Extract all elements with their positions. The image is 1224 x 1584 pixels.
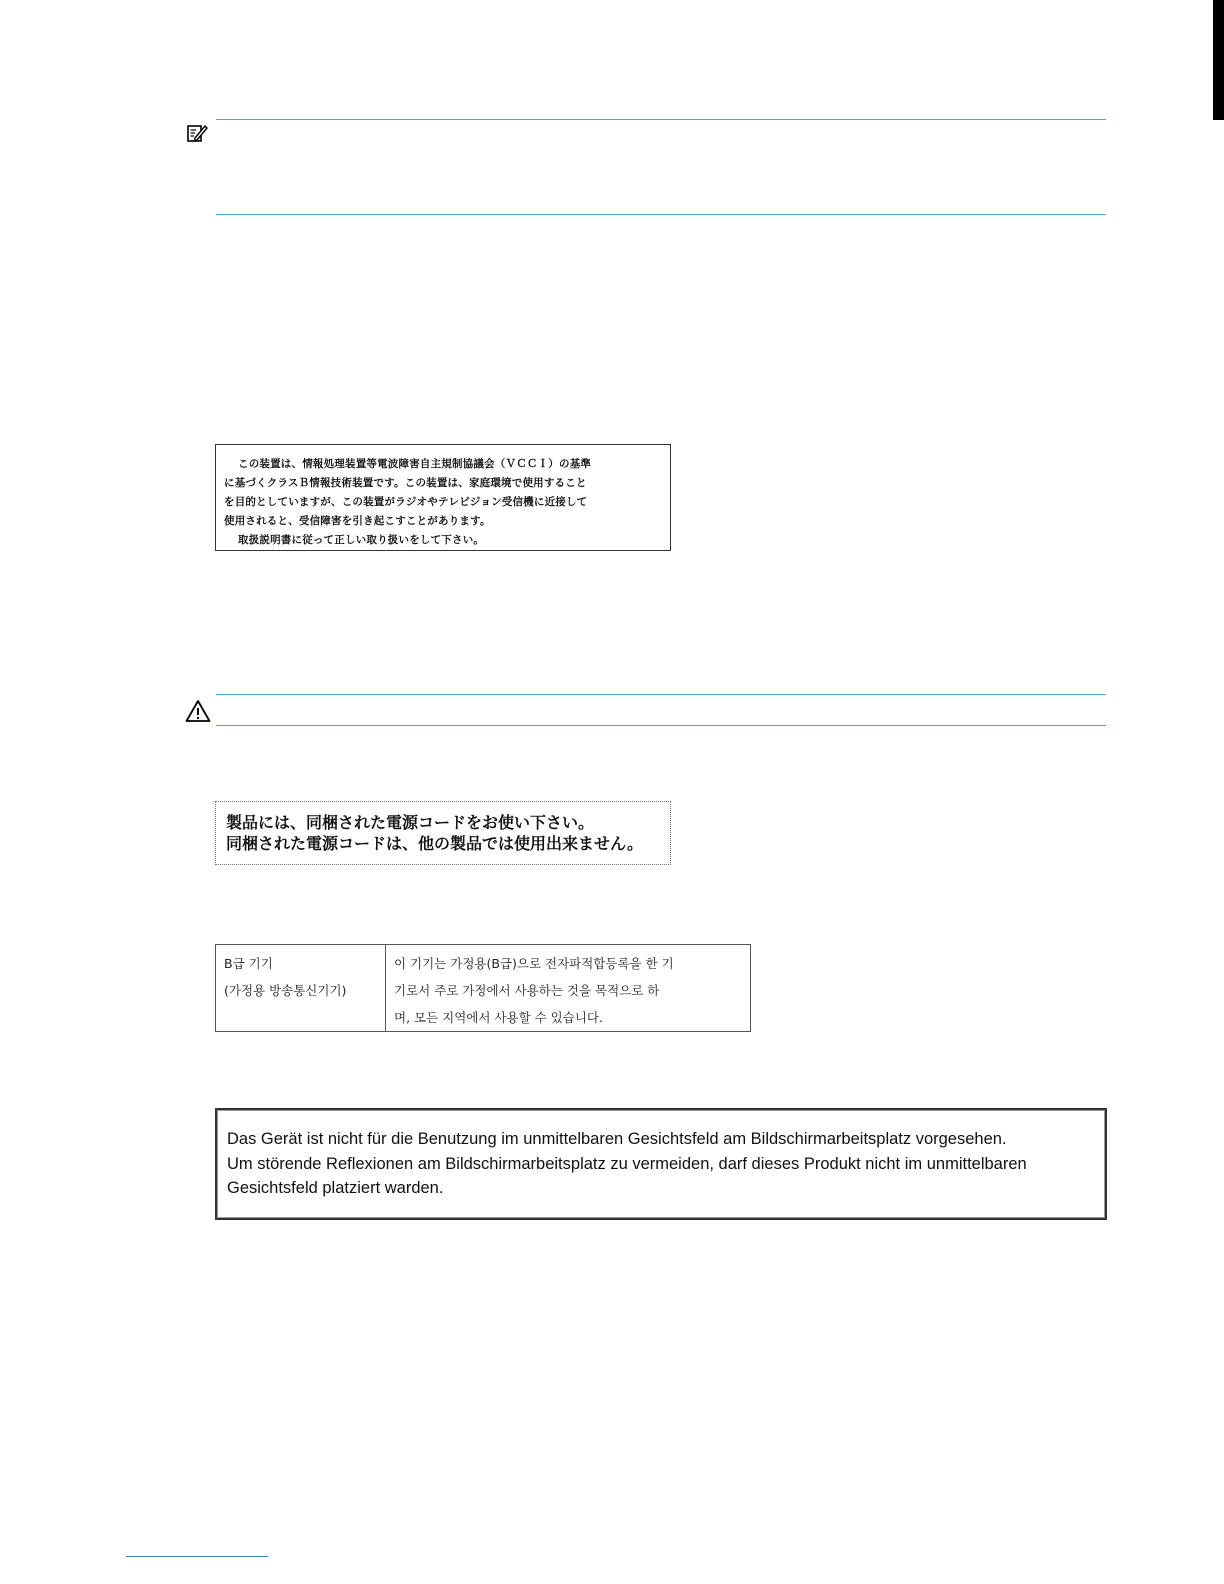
kcc-right-line: 이 기기는 가정용(B급)으로 전자파적합등록을 한 기 [394, 956, 674, 971]
caution-icon [185, 699, 211, 723]
page-edge-bar [1213, 0, 1224, 120]
kcc-right-line: 며, 모든 지역에서 사용할 수 있습니다. [394, 1010, 603, 1025]
vcci-line: この装置は、情報処理装置等電波障害自主規制協議会（ＶＣＣＩ）の基準 [238, 458, 592, 470]
power-cord-notice-box [215, 801, 671, 865]
vcci-line: に基づくクラスＢ情報技術装置です。この装置は、家庭環境で使用すること [224, 477, 587, 489]
note-icon [186, 122, 208, 144]
german-notice-box [215, 1108, 1107, 1220]
note-top-rule [216, 119, 1106, 120]
kcc-right-line: 기로서 주로 가정에서 사용하는 것을 목적으로 하 [394, 983, 660, 998]
german-line: Gesichtsfeld platziert warden. [227, 1179, 444, 1197]
power-cord-line: 同梱された電源コードは、他の製品では使用出来ません。 [226, 834, 643, 853]
vcci-line: 使用されると、受信障害を引き起こすことがあります。 [224, 515, 491, 527]
kcc-left-line: B급 기기 [224, 956, 273, 971]
caution-top-rule [216, 694, 1106, 695]
german-line: Um störende Reflexionen am Bildschirmarbeitsplatz zu vermeiden, darf dieses Produkt nicht im unmittelbaren [227, 1154, 1027, 1173]
caution-admonition [184, 692, 1106, 728]
vcci-notice-box [215, 444, 671, 551]
vcci-line: を目的としていますが、この装置がラジオやテレビジョン受信機に近接して [224, 496, 588, 508]
note-bottom-rule [216, 214, 1106, 215]
power-cord-line: 製品には、同梱された電源コードをお使い下さい。 [226, 813, 595, 832]
kcc-description-cell [386, 945, 751, 1032]
caution-bottom-rule [216, 725, 1106, 726]
kcc-notice-table [215, 944, 751, 1032]
kcc-class-cell [216, 945, 386, 1032]
german-line: Das Gerät ist nicht für die Benutzung im unmittelbaren Gesichtsfeld am Bildschirmarbeitsplatz vorgesehen. [227, 1130, 1007, 1148]
table-row [216, 945, 751, 1032]
vcci-line: 取扱説明書に従って正しい取り扱いをして下さい。 [238, 534, 485, 546]
note-admonition [184, 118, 1106, 216]
footer-rule [126, 1556, 268, 1557]
kcc-left-line: (가정용 방송통신기기) [224, 983, 347, 998]
